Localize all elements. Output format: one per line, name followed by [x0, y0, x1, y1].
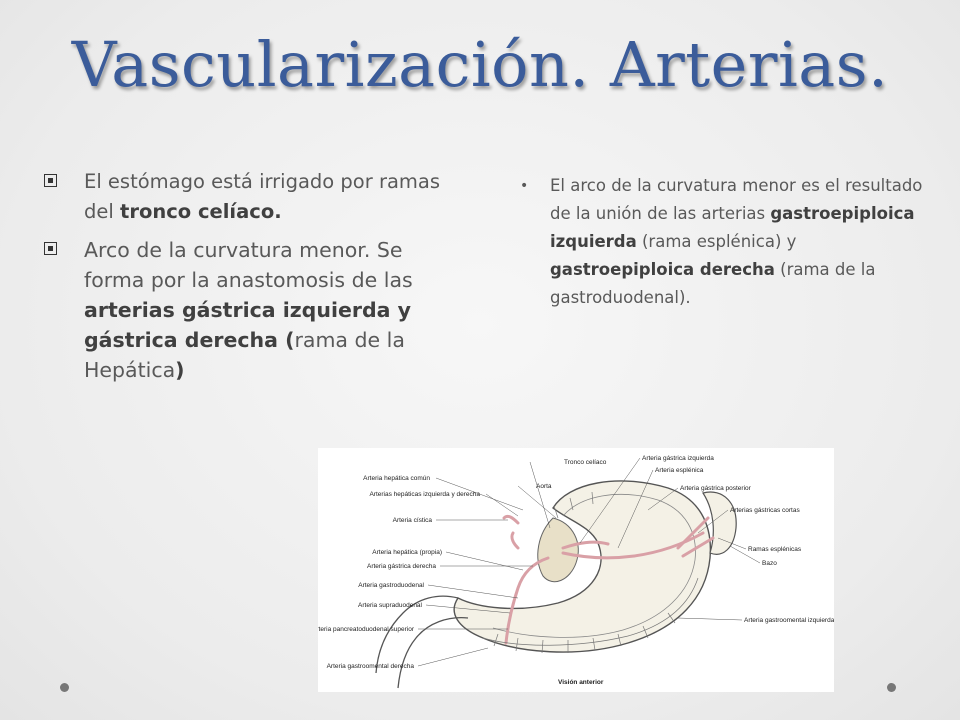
label-arteria-hepatica-comun: Arteria hepática común	[363, 475, 430, 482]
right-text-c: (rama de la gastroduodenal).	[550, 260, 876, 307]
gallbladder-outline	[538, 518, 578, 582]
right-text-a: El arco de la curvatura menor es el resultado de la unión de las arterias	[550, 176, 923, 223]
right-bold-b: gastroepiploica derecha	[550, 260, 775, 279]
bullet-2-text-b: rama de la Hepática	[84, 328, 405, 382]
square-bullet-icon	[44, 174, 57, 187]
round-bullet-icon: •	[520, 178, 529, 194]
cystic-artery	[504, 516, 518, 548]
label-arteria-pancreatoduodenal: Arteria pancreatoduodenal superior	[318, 626, 414, 633]
bullet-2-text: Arco de la curvatura menor. Se forma por la anastomosis de las	[84, 238, 413, 292]
right-bold-a: gastroepiploica izquierda	[550, 204, 915, 251]
stomach-arteries-diagram	[318, 448, 834, 692]
label-ramas-esplenicas: Ramas esplénicas	[748, 546, 802, 553]
label-arterias-gastricas-cortas: Arterias gástricas cortas	[730, 507, 800, 514]
label-arteria-cistica: Arteria cística	[392, 517, 432, 524]
label-arteria-hepatica-propia: Arteria hepática (propia)	[372, 549, 442, 556]
label-arteria-gastrica-izquierda: Arteria gástrica izquierda	[642, 455, 714, 462]
label-arteria-esplenica: Arteria esplénica	[655, 467, 704, 474]
bullet-2-bold-b: )	[175, 358, 185, 382]
square-bullet-icon	[44, 242, 57, 255]
label-arterias-hepaticas: Arterias hepáticas izquierda y derecha	[369, 491, 480, 498]
label-bazo: Bazo	[762, 560, 777, 567]
label-aorta: Aorta	[536, 483, 552, 490]
label-arteria-supraduodenal: Arteria supraduodenal	[358, 602, 422, 609]
label-arteria-gastroduodenal: Arteria gastroduodenal	[358, 582, 424, 589]
slide-title: Vascularización. Arterias.	[71, 28, 889, 101]
label-arteria-gastrica-derecha: Arteria gástrica derecha	[366, 563, 436, 570]
label-arteria-gastroomental-izquierda: Arteria gastroomental izquierda	[744, 617, 834, 624]
label-tronco-celiaco: Tronco celíaco	[564, 459, 607, 466]
bullet-item-2	[44, 235, 454, 385]
bullet-1-text: El estómago está irrigado por ramas del	[84, 170, 441, 223]
bullet-item-1	[44, 167, 454, 227]
anatomy-illustration	[318, 448, 834, 692]
right-text-b: (rama esplénica) y	[636, 232, 797, 251]
left-bullet-list	[44, 167, 454, 393]
label-arteria-gastroomental-derecha: Arteria gastroomental derecha	[326, 663, 414, 670]
decorative-dot-left	[60, 683, 69, 692]
figure-caption: Visión anterior	[558, 679, 604, 686]
bullet-2-bold: arterias gástrica izquierda y gástrica derecha (	[84, 298, 411, 352]
bullet-1-bold: tronco celíaco.	[120, 200, 282, 223]
label-arteria-gastrica-posterior: Arteria gástrica posterior	[680, 485, 751, 492]
right-paragraph	[520, 172, 940, 312]
decorative-dot-right	[887, 683, 896, 692]
